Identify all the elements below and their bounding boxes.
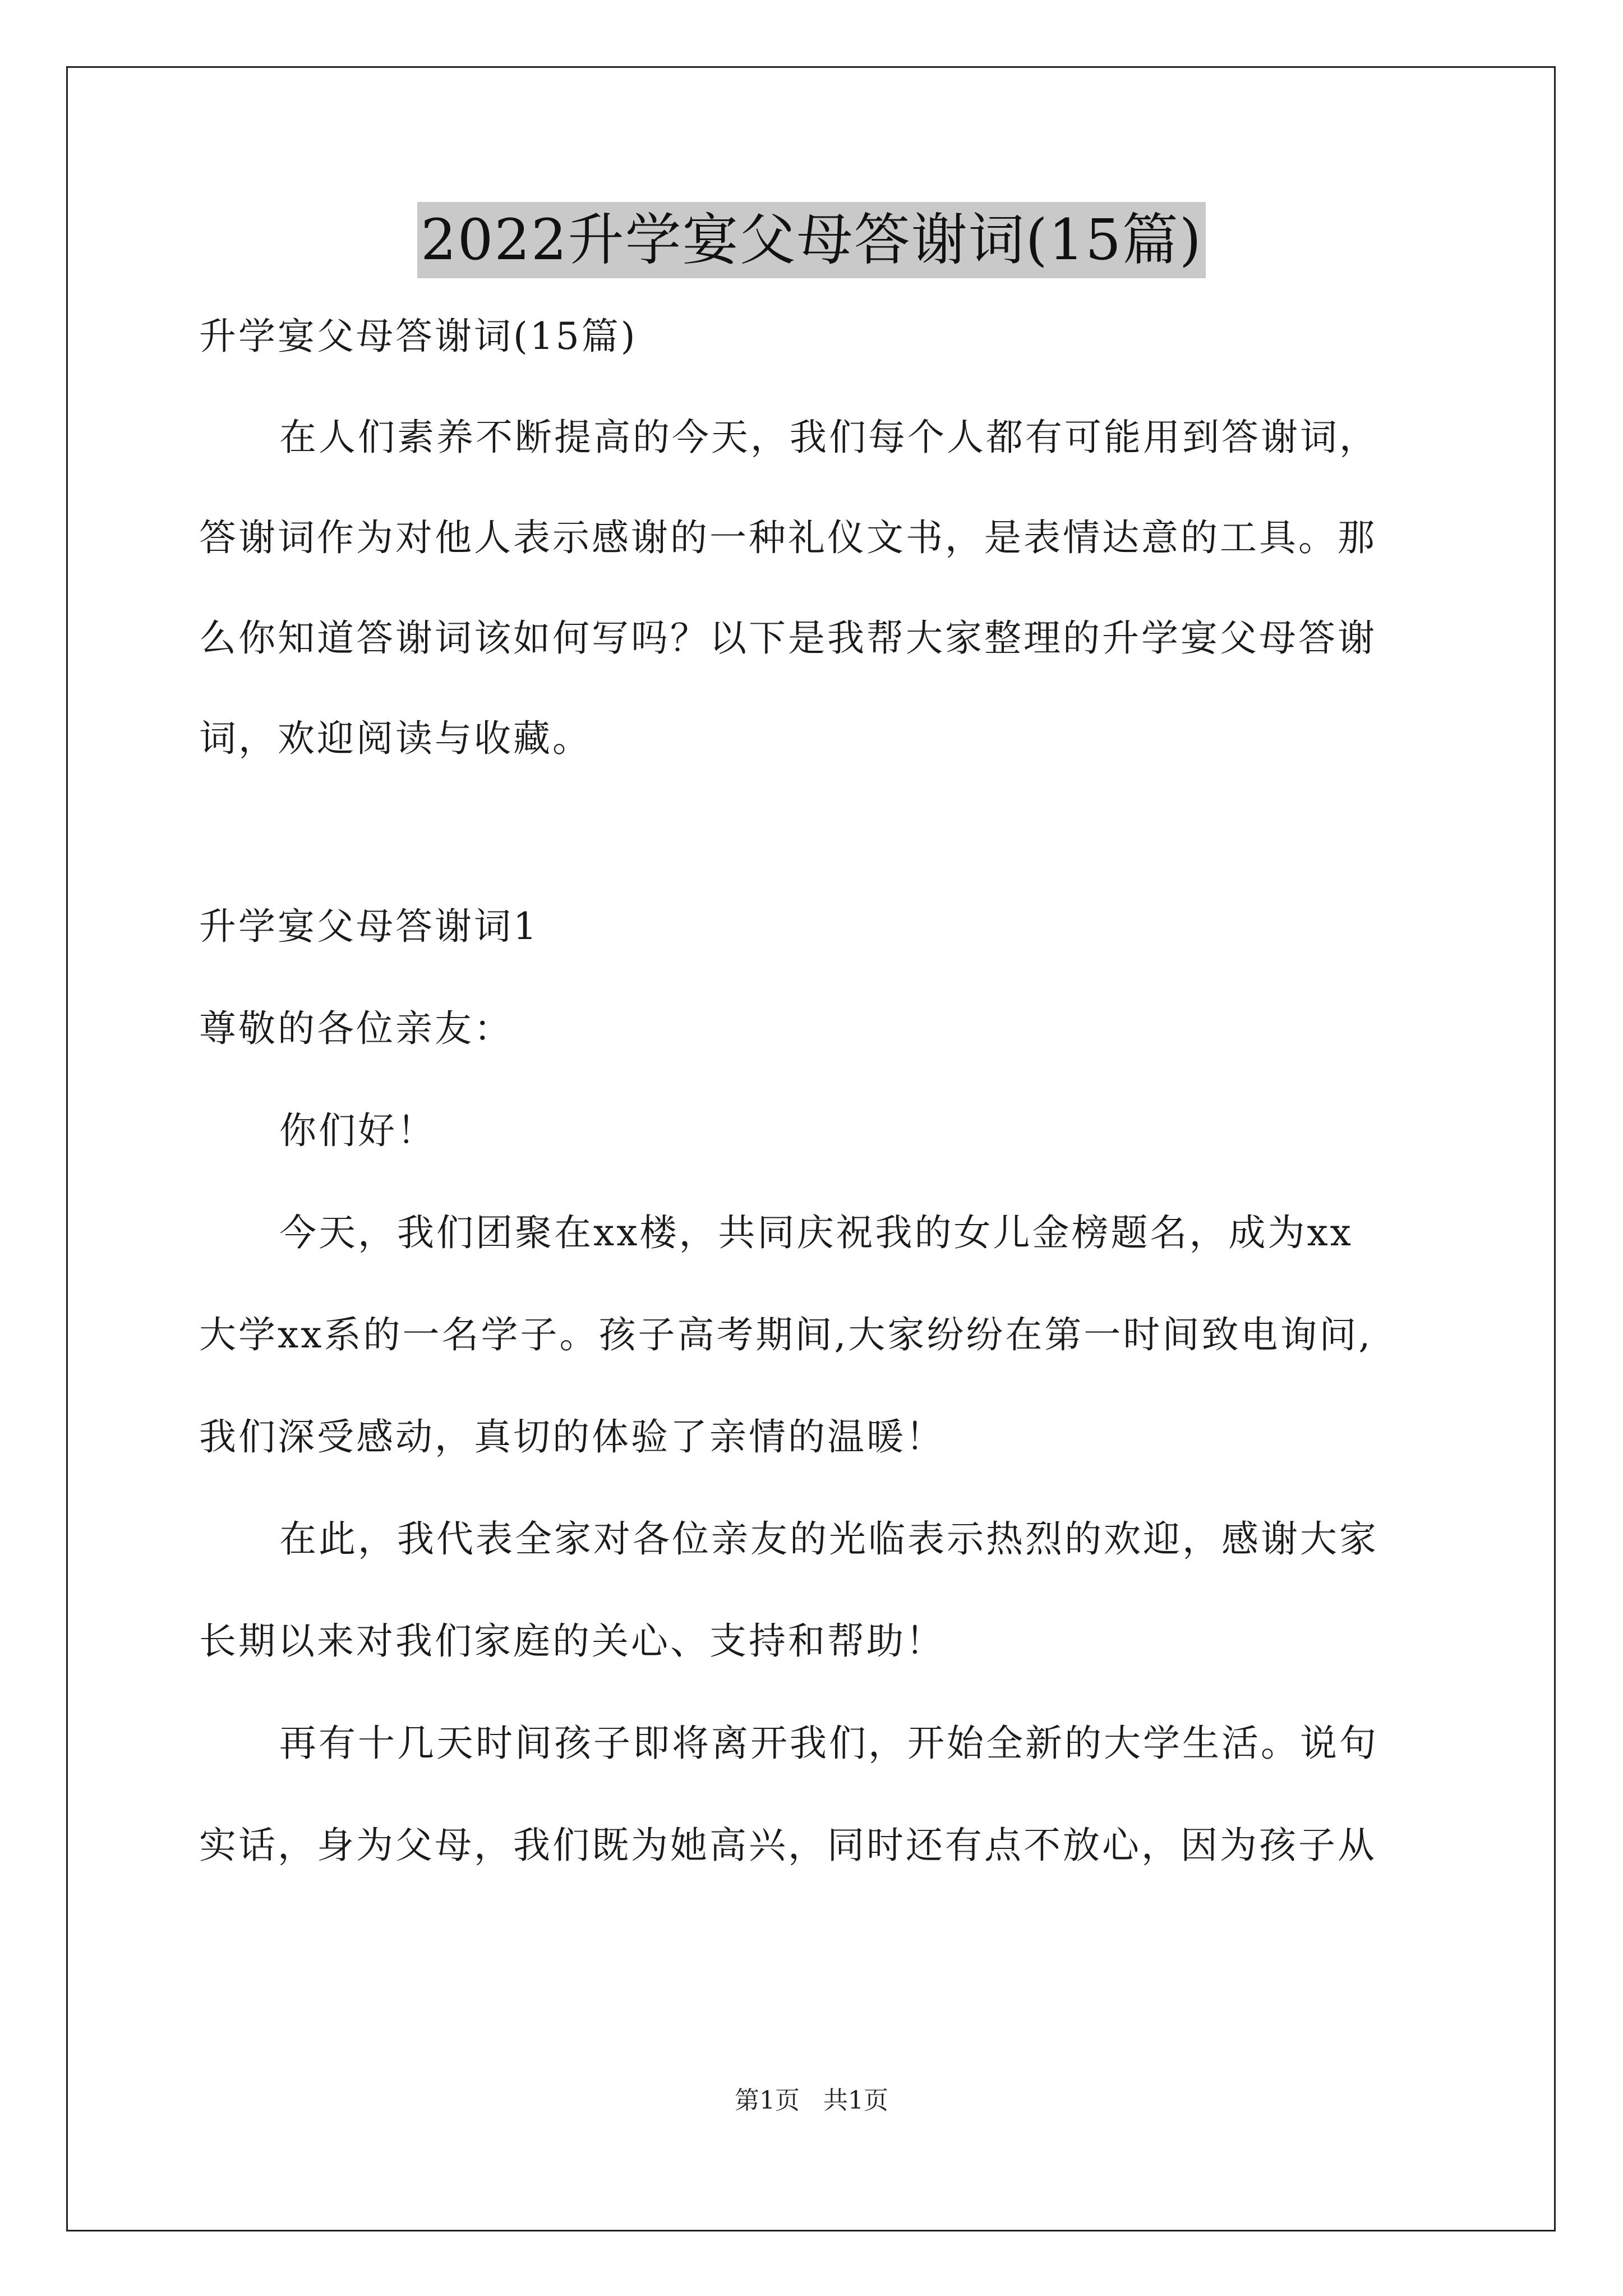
salutation: 尊敬的各位亲友： bbox=[199, 1007, 513, 1050]
paragraph-line: 再有十几天时间孩子即将离开我们，开始全新的大学生活。说句 bbox=[279, 1722, 1378, 1765]
title-wrapper bbox=[0, 202, 1623, 278]
greeting: 你们好！ bbox=[279, 1109, 436, 1152]
section-heading: 升学宴父母答谢词1 bbox=[199, 905, 539, 948]
page-number-footer: 第1页 共1页 bbox=[735, 2086, 888, 2115]
document-title: 2022升学宴父母答谢词(15篇) bbox=[417, 202, 1206, 278]
paragraph-line: 大学xx系的一名学子。孩子高考期间,大家纷纷在第一时间致电询问, bbox=[199, 1313, 1373, 1356]
paragraph-line: 实话，身为父母，我们既为她高兴，同时还有点不放心，因为孩子从 bbox=[199, 1824, 1377, 1867]
paragraph-line: 今天，我们团聚在xx楼，共同庆祝我的女儿金榜题名，成为xx bbox=[279, 1211, 1353, 1254]
paragraph-line: 我们深受感动，真切的体验了亲情的温暖！ bbox=[199, 1415, 945, 1458]
document-body bbox=[199, 311, 1427, 1871]
intro-paragraph bbox=[199, 412, 1427, 764]
intro-line: 么你知道答谢词该如何写吗？以下是我帮大家整理的升学宴父母答谢 bbox=[199, 616, 1377, 660]
intro-line: 词，欢迎阅读与收藏。 bbox=[199, 717, 592, 760]
intro-line: 在人们素养不断提高的今天，我们每个人都有可能用到答谢词， bbox=[279, 416, 1378, 459]
paragraph-1 bbox=[199, 1208, 1427, 1462]
document-subtitle: 升学宴父母答谢词(15篇) bbox=[199, 315, 638, 358]
paragraph-line: 长期以来对我们家庭的关心、支持和帮助！ bbox=[199, 1619, 945, 1663]
paragraph-2 bbox=[199, 1514, 1427, 1667]
paragraph-3 bbox=[199, 1718, 1427, 1871]
intro-line: 答谢词作为对他人表示感谢的一种礼仪文书，是表情达意的工具。那 bbox=[199, 516, 1377, 559]
paragraph-line: 在此，我代表全家对各位亲友的光临表示热烈的欢迎，感谢大家 bbox=[279, 1517, 1378, 1561]
